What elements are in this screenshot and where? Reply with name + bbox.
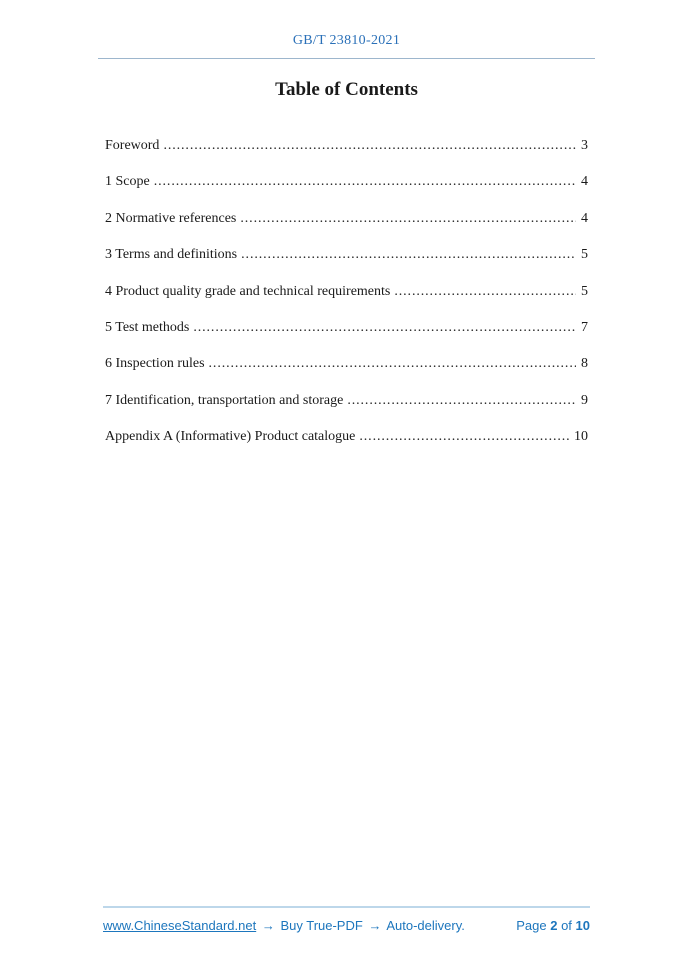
toc-entry-label: 2 Normative references [105,210,237,226]
toc-entry-page: 7 [581,319,588,335]
footer-promo [103,918,465,933]
toc-entry-page: 3 [581,138,588,153]
toc-dot-leader [240,211,576,227]
footer-website-link[interactable]: www.ChineseStandard.net [103,918,257,933]
toc-entry-label: 4 Product quality grade and technical requirements [105,283,391,299]
arrow-right-icon: → [261,918,275,933]
toc-entry-page: 5 [581,247,588,263]
header-rule [98,58,595,59]
toc-entry-normative-references[interactable] [105,211,588,229]
toc-entry-product-quality[interactable] [105,284,588,302]
toc-entry-foreword[interactable] [105,138,588,156]
toc-entry-inspection-rules[interactable] [105,356,588,374]
toc-entry-label: Foreword [105,138,160,153]
page-indicator-label: Page [516,918,547,933]
table-of-contents [105,138,588,466]
toc-dot-leader [209,356,576,372]
toc-entry-label: 1 Scope [105,174,150,190]
toc-dot-leader [347,393,576,409]
page-total: 10 [575,918,590,933]
toc-entry-scope[interactable] [105,174,588,192]
arrow-right-icon: → [368,918,382,933]
toc-dot-leader [394,284,576,300]
footer-rule [103,906,590,908]
toc-entry-identification-transport-storage[interactable] [105,393,588,411]
toc-dot-leader [163,138,576,154]
standard-code: GB/T 23810-2021 [292,33,401,48]
page-indicator-of: of [561,918,572,933]
toc-entry-label: 3 Terms and definitions [105,247,238,263]
toc-entry-page: 5 [581,283,588,299]
toc-entry-label: 5 Test methods [105,319,190,335]
toc-dot-leader [193,320,576,336]
toc-entry-label: 7 Identification, transportation and storage [105,392,344,408]
page-indicator [516,918,590,933]
document-header [98,0,595,59]
toc-entry-label: 6 Inspection rules [105,356,205,372]
toc-dot-leader [154,174,576,190]
toc-dot-leader [241,247,576,263]
toc-entry-page: 4 [581,174,588,190]
toc-dot-leader [359,429,569,445]
footer-buy-text: Buy True-PDF [280,918,363,933]
toc-entry-appendix-a[interactable] [105,429,588,447]
footer-delivery-text: Auto-delivery. [386,918,465,933]
toc-entry-terms-definitions[interactable] [105,247,588,265]
page-current: 2 [550,918,558,933]
toc-entry-page: 9 [581,392,588,408]
toc-entry-test-methods[interactable] [105,320,588,338]
toc-entry-page: 4 [581,210,588,226]
toc-entry-page: 8 [581,356,588,372]
toc-entry-page: 10 [574,429,588,445]
toc-entry-label: Appendix A (Informative) Product catalogue [105,429,356,445]
page-title: Table of Contents [275,79,418,100]
document-footer [103,906,590,933]
